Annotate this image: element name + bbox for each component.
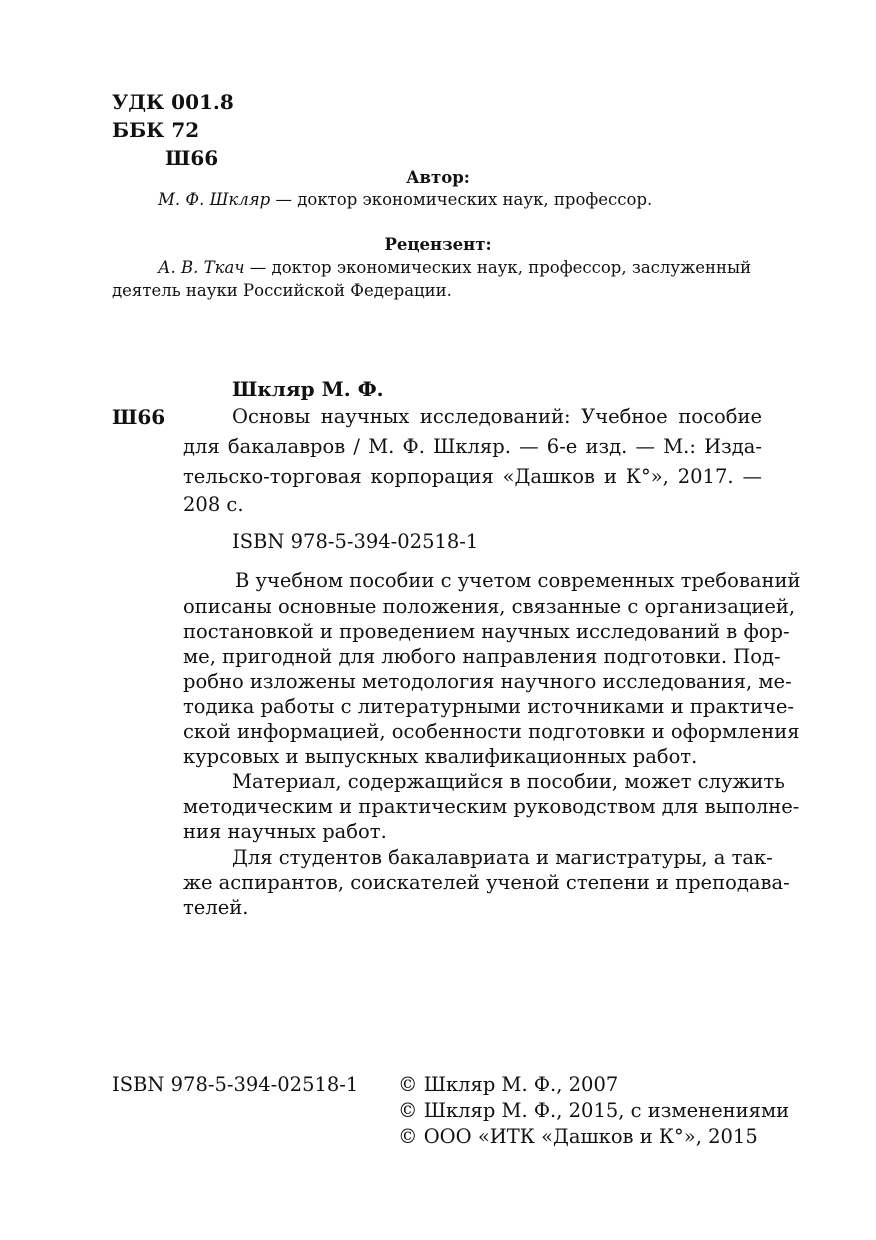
catalog-line: для бакалавров / М. Ф. Шкляр. — 6-е изд. — М.: Изда- xyxy=(183,435,762,458)
copyright-line: © ООО «ИТК «Дашков и К°», 2015 xyxy=(398,1125,758,1148)
annotation-line: постановкой и проведением научных исследований в фор- xyxy=(183,620,790,643)
annotation-line: ния научных работ. xyxy=(183,820,387,843)
catalog-code: Ш66 xyxy=(112,405,166,429)
catalog-isbn: ISBN 978-5-394-02518-1 xyxy=(232,530,479,553)
annotation-line: же аспирантов, соискателей ученой степени и преподава- xyxy=(183,871,790,894)
reviewer-line xyxy=(158,258,751,277)
udk-code: УДК 001.8 xyxy=(112,90,234,114)
annotation-line: ме, пригодной для любого направления подготовки. Под- xyxy=(183,645,781,668)
bbk-code: ББК 72 xyxy=(112,118,200,142)
catalog-author-heading: Шкляр М. Ф. xyxy=(232,377,384,401)
copyright-line: © Шкляр М. Ф., 2015, с изменениями xyxy=(398,1099,790,1122)
annotation-line: методическим и практическим руководством для выполне- xyxy=(183,795,800,818)
annotation-line: Материал, содержащийся в пособии, может служить xyxy=(232,770,785,793)
catalog-line: 208 с. xyxy=(183,493,244,516)
annotation-line: телей. xyxy=(183,896,249,919)
author-description: — доктор экономических наук, профессор. xyxy=(270,190,653,209)
reviewer-description-1: — доктор экономических наук, профессор, заслуженный xyxy=(244,258,752,277)
reviewer-description-2: деятель науки Российской Федерации. xyxy=(112,281,452,300)
annotation-line: Для студентов бакалавриата и магистратуры, а так- xyxy=(232,846,773,869)
annotation-line: В учебном пособии с учетом современных требований xyxy=(235,569,801,592)
author-mark-code: Ш66 xyxy=(165,146,219,170)
author-heading: Автор: xyxy=(406,168,470,187)
catalog-line: тельско-торговая корпорация «Дашков и К°», 2017. — xyxy=(183,465,762,488)
author-line xyxy=(158,190,652,209)
annotation-line: курсовых и выпускных квалификационных работ. xyxy=(183,745,698,768)
copyright-line: © Шкляр М. Ф., 2007 xyxy=(398,1073,619,1096)
annotation-line: тодика работы с литературными источниками и практиче- xyxy=(183,695,795,718)
annotation-line: описаны основные положения, связанные с организацией, xyxy=(183,595,796,618)
annotation-line: ской информацией, особенности подготовки и оформления xyxy=(183,720,800,743)
reviewer-name: А. В. Ткач xyxy=(158,258,245,277)
author-name: М. Ф. Шкляр xyxy=(158,190,271,209)
catalog-line: Основы научных исследований: Учебное пособие xyxy=(232,405,762,428)
footer-isbn: ISBN 978-5-394-02518-1 xyxy=(112,1073,359,1096)
reviewer-heading: Рецензент: xyxy=(384,235,492,254)
annotation-line: робно изложены методология научного исследования, ме- xyxy=(183,670,792,693)
